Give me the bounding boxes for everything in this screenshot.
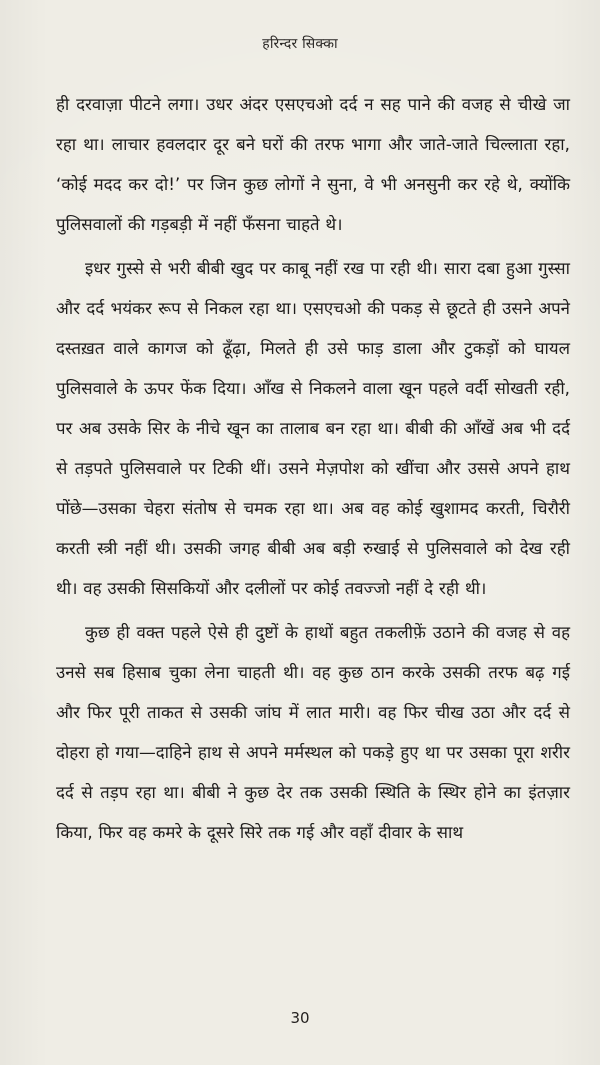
paragraph: ही दरवाज़ा पीटने लगा। उधर अंदर एसएचओ दर्द न सह पाने की वजह से चीखे जा रहा था। लाचार हवलदार दूर बने घरों की तरफ भागा और जाते-जाते चिल्लाता रहा, ‘कोई मदद कर दो!’ पर जिन कुछ लोगों ने सुना, वे भी अनसुनी कर रहे थे, क्योंकि पुलिसवालों की गड़बड़ी में नहीं फँसना चाहते थे।	[56, 94, 570, 234]
paragraph: इधर गुस्से से भरी बीबी खुद पर काबू नहीं रख पा रही थी। सारा दबा हुआ गुस्सा और दर्द भयंकर रूप से निकल रहा था। एसएचओ की पकड़ से छूटते ही उसने अपने दस्तख़त वाले कागज को ढूँढ़ा, मिलते ही उसे फाड़ डाला और टुकड़ों को घायल पुलिसवाले के ऊपर फेंक दिया। आँख से निकलने वाला खून पहले वर्दी सोखती रही, पर अब उसके सिर के नीचे खून का तालाब बन रहा था। बीबी की आँखें अब भी दर्द से तड़पते पुलिसवाले पर टिकी थीं। उसने मेज़पोश को खींचा और उससे अपने हाथ पोंछे—उसका चेहरा संतोष से चमक रहा था। अब वह कोई खुशामद करती, चिरौरी करती स्त्री नहीं थी। उसकी जगह बीबी अब बड़ी रुखाई से पुलिसवाले को देख रही थी। वह उसकी सिसकियों और दलीलों पर कोई तवज्जो नहीं दे रही थी।	[56, 258, 570, 598]
paragraph: कुछ ही वक्त पहले ऐसे ही दुष्टों के हाथों बहुत तकलीफ़ें उठाने की वजह से वह उनसे सब हिसाब चुका लेना चाहती थी। वह कुछ ठान करके उसकी तरफ बढ़ गई और फिर पूरी ताकत से उसकी जांघ में लात मारी। वह फिर चीख उठा और दर्द से दोहरा हो गया—दाहिने हाथ से अपने मर्मस्थल को पकड़े हुए था पर उसका पूरा शरीर दर्द से तड़प रहा था। बीबी ने कुछ देर तक उसकी स्थिति के स्थिर होने का इंतज़ार किया, फिर वह कमरे के दूसरे सिरे तक गई और वहाँ दीवार के साथ	[56, 622, 570, 842]
running-head: हरिन्दर सिक्का	[262, 36, 338, 52]
page-number: 30	[290, 1009, 310, 1027]
body-text	[56, 84, 570, 852]
